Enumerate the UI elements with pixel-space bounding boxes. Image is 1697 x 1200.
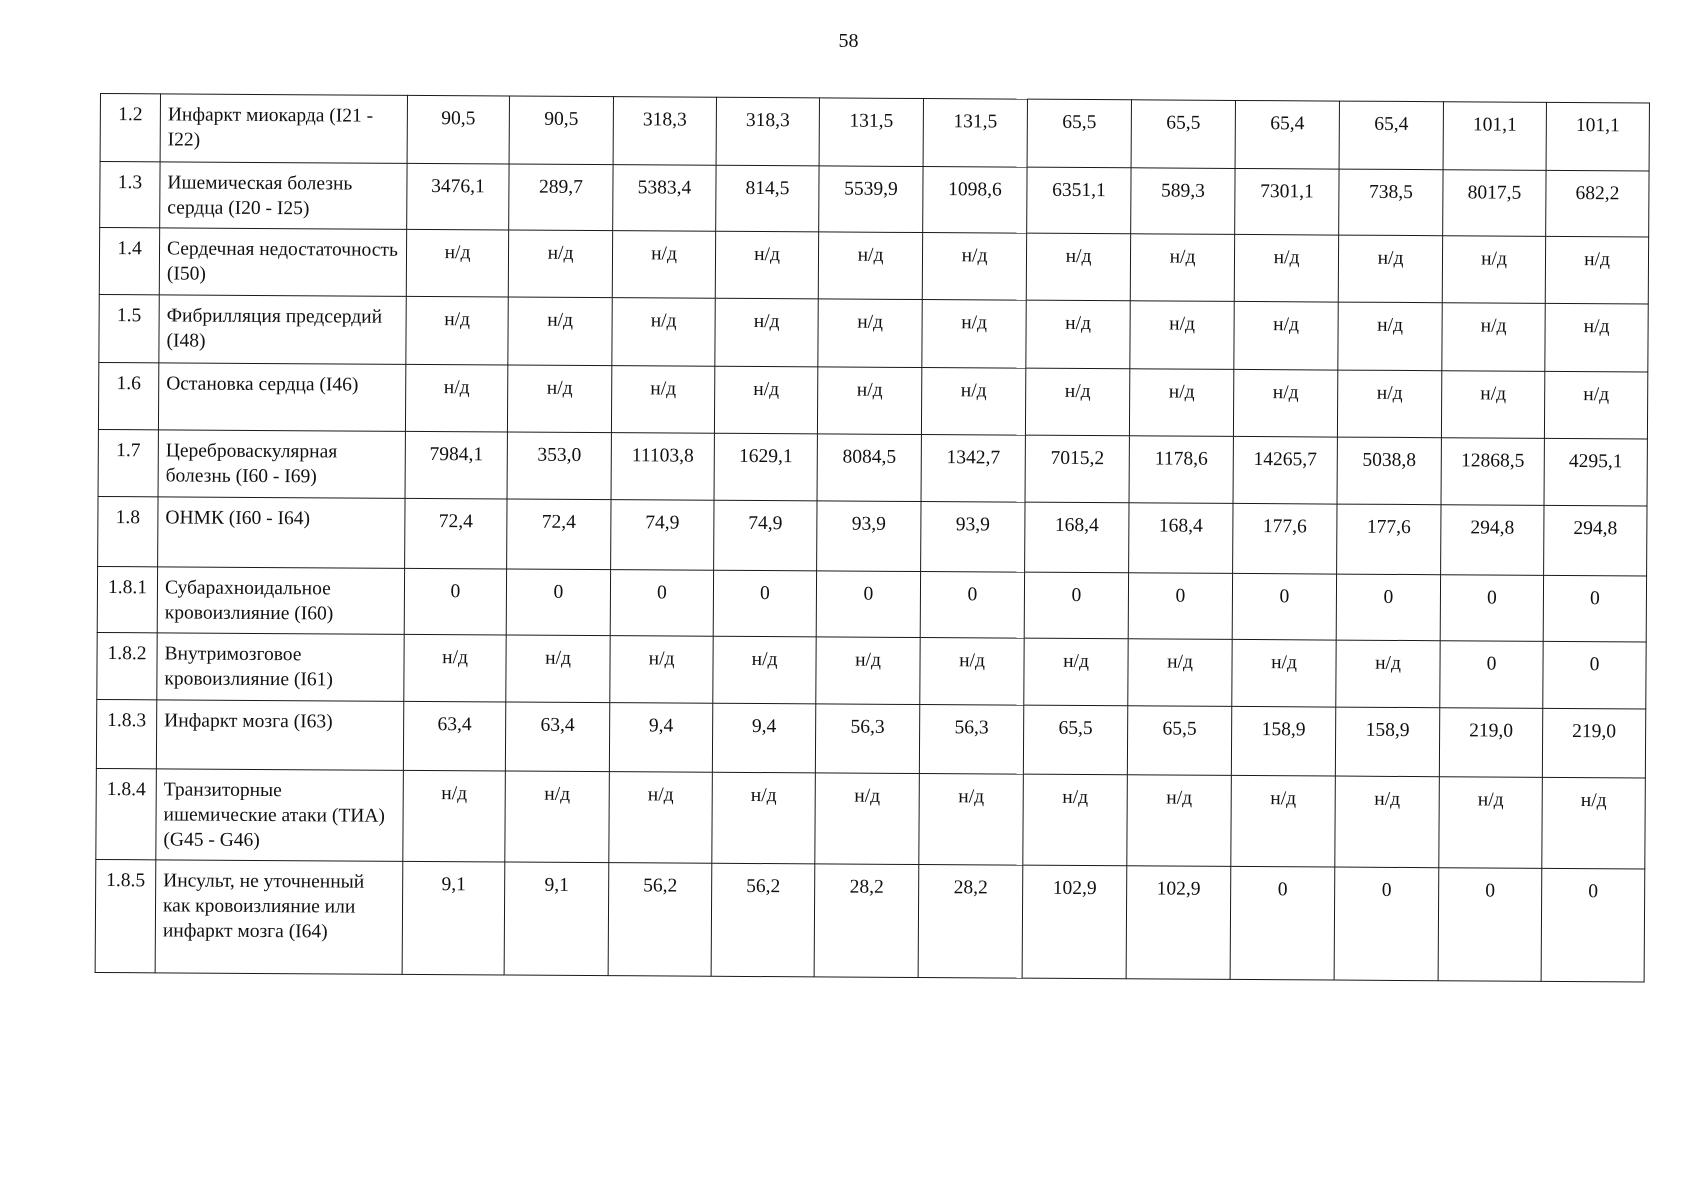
statistics-table <box>95 93 1650 982</box>
value-cell: н/д <box>921 368 1025 436</box>
value-cell: н/д <box>1234 301 1338 370</box>
value-cell: 353,0 <box>507 432 611 500</box>
value-cell: н/д <box>713 636 816 704</box>
value-cell: 131,5 <box>819 98 923 167</box>
value-cell: н/д <box>1128 639 1232 707</box>
value-cell: н/д <box>609 772 713 864</box>
value-cell: н/д <box>1127 775 1232 867</box>
value-cell: н/д <box>1130 234 1234 302</box>
row-name: Субарахноидальное кровоизлияние (I60) <box>157 567 404 635</box>
table-row <box>97 566 1646 641</box>
value-cell: 318,3 <box>613 97 716 166</box>
value-cell: н/д <box>1024 638 1128 706</box>
value-cell: 9,4 <box>609 703 712 773</box>
value-cell: 12868,5 <box>1441 438 1544 506</box>
table-row <box>100 94 1649 171</box>
value-cell: 11103,8 <box>611 433 714 501</box>
table-row <box>98 429 1647 505</box>
value-cell: н/д <box>1130 301 1234 370</box>
value-cell: 0 <box>404 568 506 635</box>
row-number: 1.7 <box>98 429 158 496</box>
row-name: Ишемическая болезнь сердца (I20 - I25) <box>160 162 407 230</box>
row-number: 1.5 <box>99 294 159 362</box>
value-cell: н/д <box>817 367 921 435</box>
value-cell: н/д <box>1442 303 1545 372</box>
value-cell: 8017,5 <box>1443 170 1546 237</box>
value-cell: н/д <box>922 233 1026 301</box>
table-row <box>98 362 1647 438</box>
table-row <box>95 859 1645 981</box>
value-cell: 14265,7 <box>1233 436 1337 504</box>
value-cell: 6351,1 <box>1027 167 1131 234</box>
value-cell: н/д <box>920 638 1024 706</box>
value-cell: н/д <box>715 231 818 299</box>
value-cell: 65,4 <box>1339 101 1443 170</box>
value-cell: 219,0 <box>1542 708 1645 778</box>
value-cell: н/д <box>712 772 816 864</box>
value-cell: н/д <box>1025 368 1129 436</box>
page-number: 58 <box>838 30 859 52</box>
value-cell: 9,1 <box>402 861 505 975</box>
value-cell: 63,4 <box>505 702 609 772</box>
value-cell: н/д <box>1026 300 1130 369</box>
value-cell: н/д <box>612 231 715 299</box>
value-cell: 158,9 <box>1231 706 1335 776</box>
row-number: 1.2 <box>100 94 160 162</box>
table-body <box>95 94 1649 982</box>
value-cell: 5383,4 <box>613 165 716 232</box>
value-cell: 219,0 <box>1439 708 1542 778</box>
value-cell: 63,4 <box>403 701 505 771</box>
value-cell: 74,9 <box>611 500 714 571</box>
value-cell: 0 <box>1336 574 1440 641</box>
value-cell: н/д <box>1129 369 1233 437</box>
value-cell: 7015,2 <box>1025 435 1129 503</box>
value-cell: н/д <box>1442 236 1545 304</box>
value-cell: н/д <box>406 296 508 365</box>
value-cell: 9,1 <box>504 862 609 976</box>
value-cell: н/д <box>403 770 506 862</box>
row-number: 1.6 <box>98 362 158 429</box>
table-row <box>100 162 1649 237</box>
value-cell: н/д <box>1335 776 1440 868</box>
value-cell: 289,7 <box>509 164 613 231</box>
value-cell: н/д <box>818 232 922 300</box>
value-cell: н/д <box>612 298 715 367</box>
table-row <box>97 632 1646 708</box>
value-cell: н/д <box>1542 777 1646 869</box>
table-row <box>96 768 1646 868</box>
row-name: Цереброваскулярная болезнь (I60 - I69) <box>158 430 405 499</box>
value-cell: н/д <box>1441 371 1544 439</box>
value-cell: 0 <box>506 569 610 636</box>
value-cell: 7984,1 <box>405 431 507 499</box>
row-number: 1.8.1 <box>97 566 157 632</box>
value-cell: н/д <box>610 636 713 704</box>
value-cell: 0 <box>1543 641 1646 709</box>
value-cell: 65,4 <box>1235 100 1339 169</box>
value-cell: н/д <box>405 364 507 432</box>
value-cell: н/д <box>1026 233 1130 301</box>
value-cell: н/д <box>816 637 920 705</box>
value-cell: 131,5 <box>923 99 1027 168</box>
value-cell: 72,4 <box>507 499 611 570</box>
value-cell: 0 <box>1438 868 1542 982</box>
value-cell: н/д <box>1337 370 1441 438</box>
row-number: 1.4 <box>99 228 159 295</box>
table-container <box>95 93 1650 982</box>
value-cell: н/д <box>507 365 611 433</box>
row-number: 1.8 <box>98 496 158 566</box>
table-row <box>99 228 1648 304</box>
row-name: Фибрилляция предсердий (I48) <box>159 295 406 365</box>
value-cell: 102,9 <box>1126 866 1231 980</box>
value-cell: 1629,1 <box>714 433 817 501</box>
row-name: Транзиторные ишемические атаки (ТИА) (G45 - G46) <box>156 769 404 862</box>
value-cell: 0 <box>1334 867 1439 981</box>
value-cell: 5539,9 <box>819 166 923 233</box>
row-number: 1.8.3 <box>96 699 156 768</box>
value-cell: 1178,6 <box>1129 436 1233 504</box>
value-cell: н/д <box>1232 639 1336 707</box>
value-cell: 168,4 <box>1129 503 1233 574</box>
row-number: 1.8.2 <box>97 632 157 699</box>
value-cell: н/д <box>406 229 508 297</box>
value-cell: 1342,7 <box>921 435 1025 503</box>
value-cell: 90,5 <box>509 96 613 165</box>
value-cell: н/д <box>1234 234 1338 302</box>
value-cell: 65,5 <box>1027 99 1131 168</box>
row-name: Внутримозговое кровоизлияние (I61) <box>157 633 404 702</box>
value-cell: 682,2 <box>1546 170 1649 237</box>
value-cell: 168,4 <box>1025 502 1129 573</box>
value-cell: н/д <box>1439 777 1543 869</box>
value-cell: 9,4 <box>712 703 815 773</box>
value-cell: н/д <box>505 771 610 863</box>
value-cell: 72,4 <box>405 498 507 569</box>
value-cell: 589,3 <box>1131 168 1235 235</box>
value-cell: н/д <box>1545 236 1648 304</box>
value-cell: н/д <box>1336 640 1440 708</box>
row-name: Инфаркт миокарда (I21 - I22) <box>160 94 407 164</box>
value-cell: 56,3 <box>919 705 1023 775</box>
value-cell: н/д <box>1545 303 1648 372</box>
row-name: Инфаркт мозга (I63) <box>156 700 403 771</box>
value-cell: н/д <box>1338 235 1442 303</box>
value-cell: 5038,8 <box>1337 437 1441 505</box>
value-cell: 0 <box>1024 572 1128 639</box>
value-cell: 102,9 <box>1022 865 1127 979</box>
value-cell: 28,2 <box>814 864 919 978</box>
row-number: 1.8.4 <box>96 768 157 859</box>
value-cell: 101,1 <box>1546 102 1649 171</box>
row-number: 1.3 <box>100 162 160 228</box>
value-cell: 93,9 <box>817 501 921 572</box>
value-cell: 101,1 <box>1443 102 1546 171</box>
value-cell: 0 <box>1541 868 1645 982</box>
value-cell: 0 <box>816 571 920 638</box>
value-cell: 0 <box>1128 573 1232 640</box>
value-cell: н/д <box>508 297 612 366</box>
value-cell: н/д <box>1233 369 1337 437</box>
value-cell: н/д <box>506 635 610 703</box>
value-cell: 93,9 <box>921 502 1025 573</box>
value-cell: 177,6 <box>1337 504 1441 575</box>
value-cell: н/д <box>611 366 714 434</box>
value-cell: 0 <box>1230 866 1335 980</box>
value-cell: 0 <box>1440 575 1543 642</box>
value-cell: 0 <box>1232 573 1336 640</box>
value-cell: 814,5 <box>716 165 819 232</box>
row-name: Сердечная недостаточность (I50) <box>159 228 406 297</box>
value-cell: 8084,5 <box>817 434 921 502</box>
row-name: Остановка сердца (I46) <box>158 363 405 432</box>
value-cell: 1098,6 <box>923 167 1027 234</box>
value-cell: 56,2 <box>711 863 815 977</box>
value-cell: 7301,1 <box>1235 168 1339 235</box>
row-name: ОНМК (I60 - I64) <box>158 497 405 569</box>
value-cell: 65,5 <box>1127 706 1231 776</box>
value-cell: н/д <box>1023 774 1128 866</box>
value-cell: н/д <box>1231 775 1336 867</box>
value-cell: н/д <box>919 774 1024 866</box>
value-cell: н/д <box>1544 371 1647 439</box>
value-cell: н/д <box>818 299 922 368</box>
value-cell: н/д <box>715 298 818 367</box>
table-row <box>98 496 1647 575</box>
value-cell: н/д <box>508 230 612 298</box>
value-cell: 0 <box>713 570 816 637</box>
value-cell: 0 <box>920 572 1024 639</box>
value-cell: н/д <box>815 773 920 865</box>
value-cell: 0 <box>1440 641 1543 709</box>
value-cell: 158,9 <box>1335 707 1439 777</box>
table-row <box>96 699 1645 777</box>
value-cell: 0 <box>610 570 713 637</box>
value-cell: н/д <box>404 634 506 702</box>
value-cell: 74,9 <box>714 500 817 571</box>
value-cell: 738,5 <box>1339 169 1443 236</box>
table-row <box>99 294 1648 371</box>
value-cell: 65,5 <box>1131 100 1235 169</box>
value-cell: 56,2 <box>608 863 712 977</box>
value-cell: 65,5 <box>1023 705 1127 775</box>
value-cell: 90,5 <box>407 95 509 164</box>
row-number: 1.8.5 <box>95 859 156 972</box>
value-cell: 56,3 <box>815 704 919 774</box>
value-cell: н/д <box>922 300 1026 369</box>
value-cell: 0 <box>1543 575 1646 642</box>
row-name: Инсульт, не уточненный как кровоизлияние или инфаркт мозга (I64) <box>155 860 403 975</box>
value-cell: 28,2 <box>918 865 1023 979</box>
value-cell: 3476,1 <box>407 163 509 230</box>
value-cell: 294,8 <box>1441 505 1544 576</box>
value-cell: н/д <box>1338 302 1442 371</box>
value-cell: 4295,1 <box>1544 438 1647 506</box>
value-cell: 294,8 <box>1544 505 1647 576</box>
value-cell: н/д <box>714 366 817 434</box>
value-cell: 177,6 <box>1233 503 1337 574</box>
value-cell: 318,3 <box>716 97 819 166</box>
